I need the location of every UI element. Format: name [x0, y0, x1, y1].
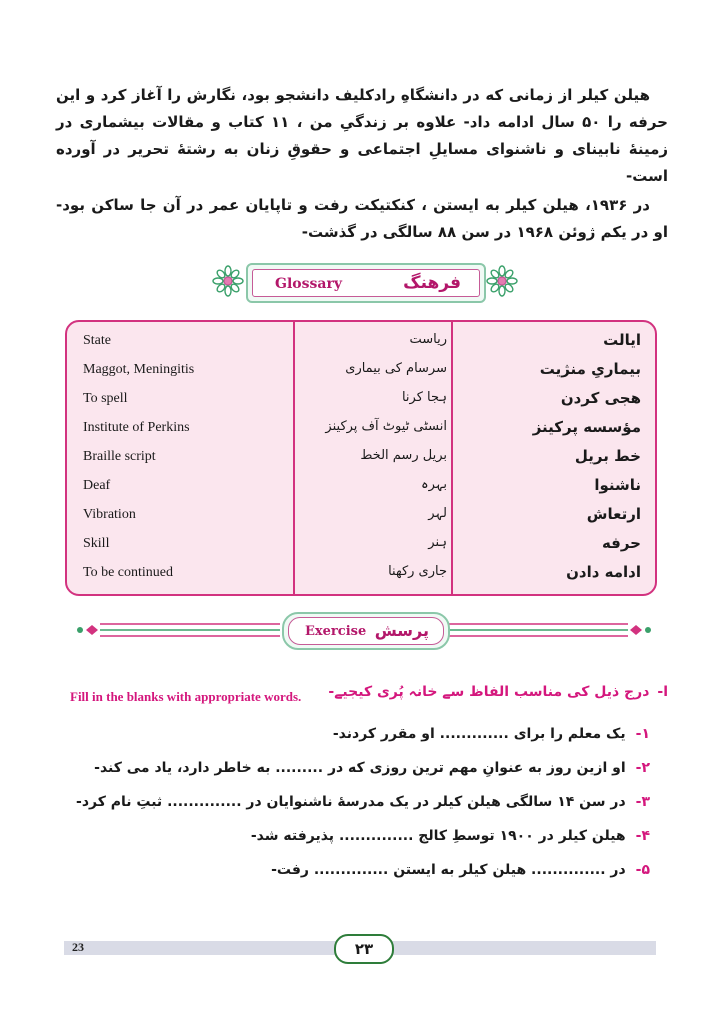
glossary-row [67, 560, 655, 589]
glossary-persian: هجی کردن [560, 389, 641, 407]
question-item [70, 790, 650, 824]
glossary-english: Institute of Perkins [83, 420, 190, 435]
glossary-urdu: بریل رسم الخط [360, 448, 447, 463]
question-number: ۵- [635, 862, 650, 878]
instruction-english: Fill in the blanks with appropriate words. [70, 689, 302, 704]
intro-text [56, 82, 668, 246]
glossary-english: Vibration [83, 507, 136, 522]
glossary-row [67, 415, 655, 444]
glossary-title-en: Glossary [275, 276, 342, 292]
question-list [70, 722, 650, 892]
glossary-urdu: سرسام کی بیماری [345, 361, 447, 376]
glossary-english: Deaf [83, 478, 111, 493]
page-number-badge: ۲۳ [334, 934, 394, 964]
question-text: در سن ۱۴ سالگی هیلن کیلر در یک مدرسهٔ ناشنوایان در .............. ثبتِ نام کرد- [76, 794, 626, 810]
exercise-title-ur: پرسش [374, 621, 429, 640]
instruction-number: ا- [657, 684, 668, 700]
question-item [70, 858, 650, 892]
instruction-urdu-text: درج ذیل کی مناسب الفاظ سے خانہ پُری کیجیے- [328, 684, 650, 700]
question-text: او ازین روز به عنوانِ مهم ترین روزی که در ......... به خاطر دارد، یاد می کند- [94, 760, 626, 776]
question-item [70, 824, 650, 858]
glossary-urdu: بہرہ [420, 477, 447, 492]
glossary-urdu: لہر [428, 506, 447, 521]
exercise-banner [74, 610, 654, 654]
glossary-english: Maggot, Meningitis [83, 362, 195, 377]
glossary-urdu: انسٹی ٹیوٹ آف پرکینز [325, 419, 447, 434]
glossary-urdu: ریاست [409, 332, 447, 347]
glossary-urdu: جاری رکھنا [388, 564, 447, 579]
question-number: ۳- [635, 794, 650, 810]
glossary-row [67, 328, 655, 357]
question-number: ۴- [635, 828, 650, 844]
question-item [70, 722, 650, 756]
question-text: یک معلم را برای ............. او مقرر کردند- [332, 726, 626, 742]
glossary-urdu: ہجا کرنا [401, 390, 447, 405]
exercise-title-en: Exercise [305, 624, 367, 639]
page-number-en: 23 [72, 940, 84, 954]
glossary-persian: ناشنوا [594, 476, 641, 494]
glossary-english: To spell [83, 391, 128, 406]
glossary-table [65, 320, 657, 596]
glossary-persian: بیماریِ منژیت [539, 360, 641, 378]
glossary-persian: خط بریل [574, 447, 641, 465]
question-item [70, 756, 650, 790]
glossary-title-ur: فرهنگ [403, 273, 461, 293]
glossary-english: State [83, 333, 111, 348]
glossary-row [67, 386, 655, 415]
glossary-english: To be continued [83, 565, 173, 580]
question-text: در .............. هیلن کیلر به ایستن .............. رفت- [271, 862, 626, 878]
exercise-title-box [282, 612, 450, 650]
glossary-english: Skill [83, 536, 110, 551]
question-number: ۲- [635, 760, 650, 776]
intro-paragraph-1: هیلن کیلر از زمانی که در دانشگاهِ رادکلیف دانشجو بود، نگارش را آغاز کرد و این حرفه را ۵۰ سال ادامه داد- علاوه بر زندگیِ من ، ۱۱ کتاب و مقالات بیشماری در زمینهٔ نابینای و ناشنوای مسایلِ اجتماعی و حقوقِ زنان به رشتهٔ تحریر در آورده است- [56, 86, 668, 185]
glossary-english: Braille script [83, 449, 156, 464]
glossary-persian: حرفه [601, 534, 641, 552]
glossary-persian: ادامه دادن [566, 563, 641, 581]
glossary-title-box [246, 263, 486, 303]
glossary-row [67, 502, 655, 531]
glossary-row [67, 473, 655, 502]
glossary-persian: ایالت [603, 331, 641, 349]
intro-paragraph-2: در ۱۹۳۶، هیلن کیلر به ایستن ، کنکتیکت رفت و تاپایان عمر در آن جا ساکن بود- او در یکم ژوئن ۱۹۶۸ در سن ۸۸ سالگی در گذشت- [56, 196, 668, 241]
glossary-persian: مؤسسه پرکینز [532, 418, 641, 436]
glossary-row [67, 444, 655, 473]
question-text: هیلن کیلر در ۱۹۰۰ توسطِ کالج .............. پذیرفته شد- [250, 828, 626, 844]
glossary-persian: ارتعاش [586, 505, 641, 523]
flower-ornament-icon [212, 265, 244, 297]
flower-ornament-icon [486, 265, 518, 297]
glossary-row [67, 357, 655, 386]
glossary-row [67, 531, 655, 560]
question-number: ۱- [635, 726, 650, 742]
glossary-urdu: ہنر [428, 535, 447, 550]
instruction-urdu [328, 684, 668, 700]
glossary-banner [212, 257, 518, 307]
